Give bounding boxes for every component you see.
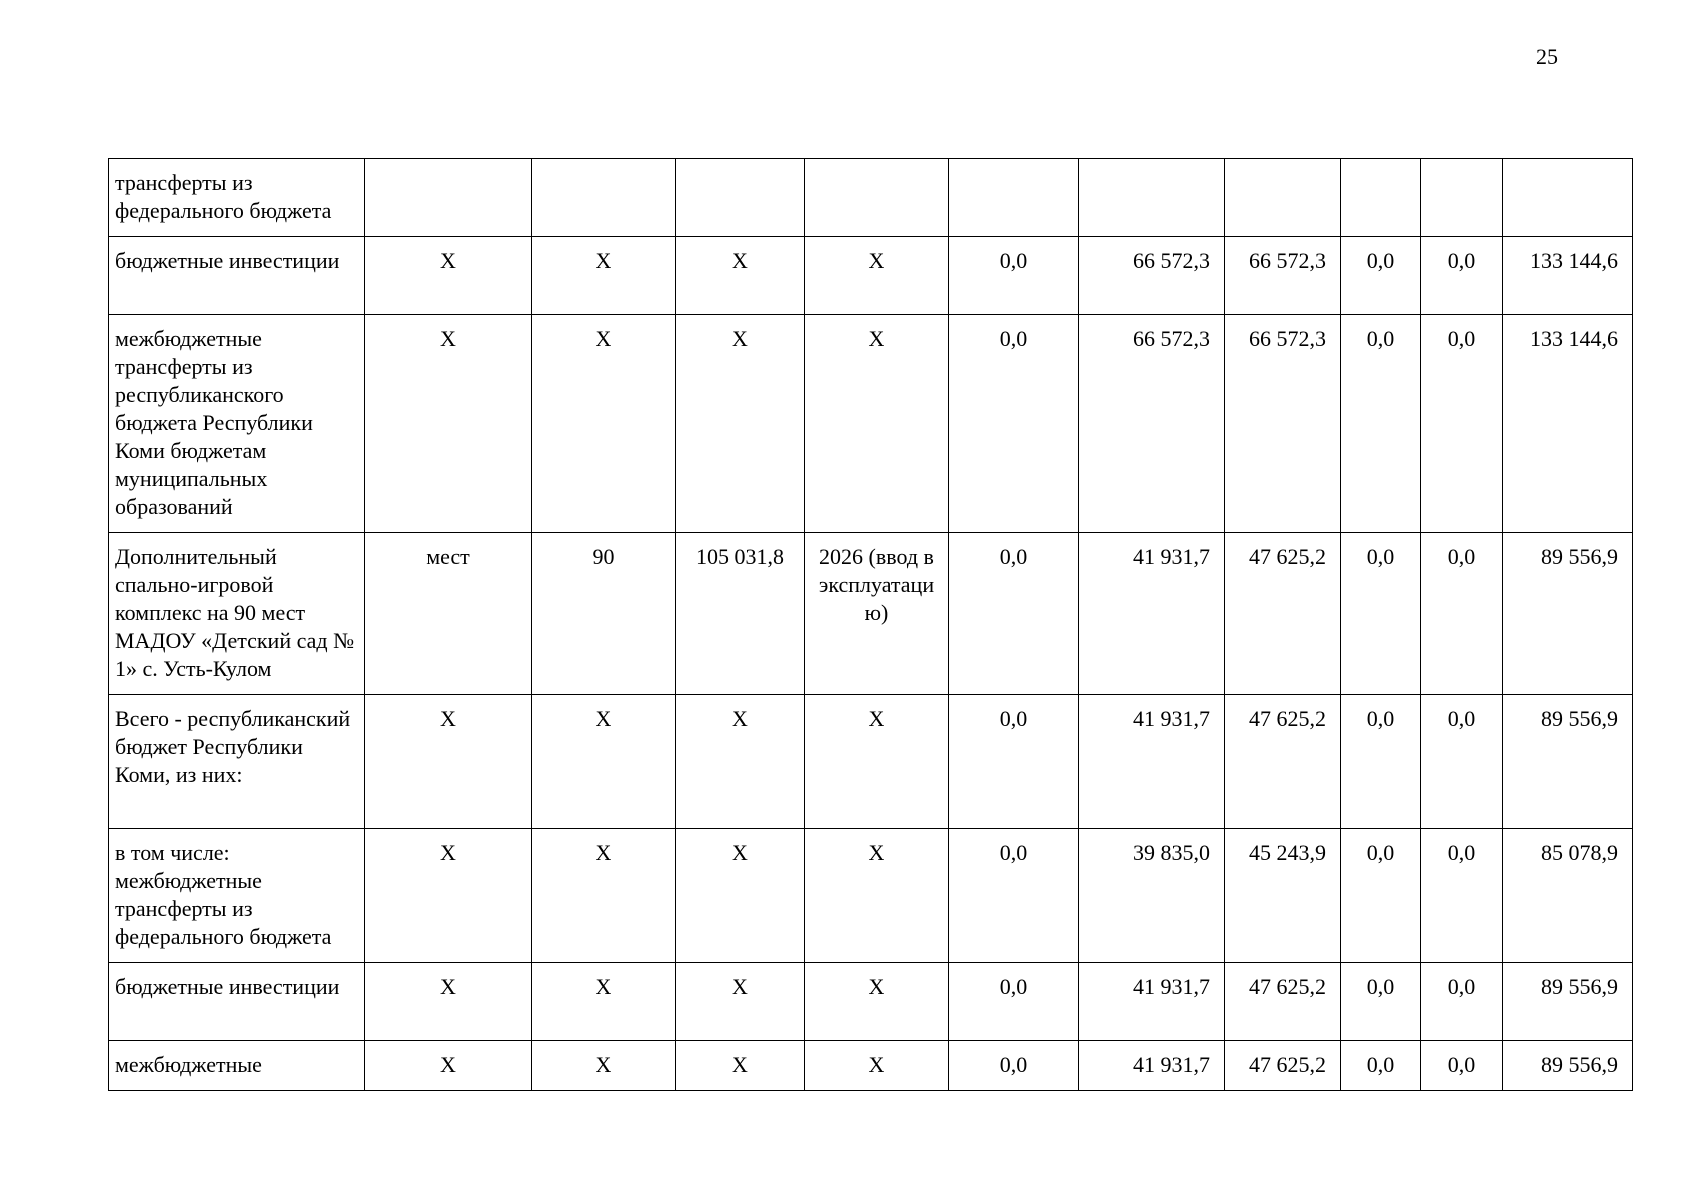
table-cell: Х (676, 237, 805, 315)
table-cell (1341, 159, 1421, 237)
table-cell: Х (676, 315, 805, 533)
table-cell: Х (676, 829, 805, 963)
table-cell: 0,0 (1341, 533, 1421, 695)
table-cell: 0,0 (1421, 695, 1503, 829)
table-cell: 47 625,2 (1225, 1041, 1341, 1091)
table-cell: 47 625,2 (1225, 533, 1341, 695)
table-cell: Х (805, 237, 949, 315)
table-cell: 0,0 (1341, 829, 1421, 963)
row-label: Всего - республиканский бюджет Республики Коми, из них: (109, 695, 365, 829)
table-cell: 89 556,9 (1503, 695, 1633, 829)
table-row (109, 829, 1633, 963)
table-row (109, 237, 1633, 315)
table-cell (1079, 159, 1225, 237)
table-cell: 66 572,3 (1225, 315, 1341, 533)
table-cell: 0,0 (949, 1041, 1079, 1091)
table-cell: Х (365, 695, 532, 829)
table-cell: 66 572,3 (1079, 315, 1225, 533)
row-label: в том числе: межбюджетные трансферты из федерального бюджета (109, 829, 365, 963)
table-cell: 0,0 (949, 533, 1079, 695)
table-cell: Х (532, 237, 676, 315)
table-cell: 85 078,9 (1503, 829, 1633, 963)
table-cell (1503, 159, 1633, 237)
table-cell: 0,0 (1421, 829, 1503, 963)
row-label: бюджетные инвестиции (109, 237, 365, 315)
table-cell: Х (532, 829, 676, 963)
table-cell: 0,0 (949, 829, 1079, 963)
table-cell: Х (365, 237, 532, 315)
table-cell: 133 144,6 (1503, 315, 1633, 533)
table-cell (805, 159, 949, 237)
table-cell: Х (805, 315, 949, 533)
table-cell: 0,0 (1421, 237, 1503, 315)
table-cell: 89 556,9 (1503, 963, 1633, 1041)
row-label: Дополнительный спально-игровой комплекс на 90 мест МАДОУ «Детский сад № 1» с. Усть-Кулом (109, 533, 365, 695)
table-cell: Х (365, 1041, 532, 1091)
table-row (109, 1041, 1633, 1091)
table-cell (365, 159, 532, 237)
table-cell: Х (532, 963, 676, 1041)
table-row (109, 963, 1633, 1041)
table-cell: Х (365, 315, 532, 533)
table-cell: 47 625,2 (1225, 963, 1341, 1041)
table-cell (1225, 159, 1341, 237)
table-cell: 0,0 (949, 963, 1079, 1041)
table-cell: 89 556,9 (1503, 1041, 1633, 1091)
row-label: межбюджетные трансферты из республиканского бюджета Республики Коми бюджетам муниципальных образований (109, 315, 365, 533)
table-cell (1421, 159, 1503, 237)
row-label: межбюджетные (109, 1041, 365, 1091)
table-cell: 90 (532, 533, 676, 695)
table-cell: 0,0 (1341, 963, 1421, 1041)
table-cell: 39 835,0 (1079, 829, 1225, 963)
table-cell: 0,0 (949, 695, 1079, 829)
table-cell: Х (532, 1041, 676, 1091)
table-row (109, 315, 1633, 533)
table-cell: 133 144,6 (1503, 237, 1633, 315)
table-cell: 0,0 (949, 315, 1079, 533)
table-cell: 41 931,7 (1079, 533, 1225, 695)
table-cell (532, 159, 676, 237)
table-cell: 41 931,7 (1079, 963, 1225, 1041)
table-cell: 2026 (ввод в эксплуатацию) (805, 533, 949, 695)
table-cell: Х (676, 1041, 805, 1091)
table-cell: 0,0 (949, 237, 1079, 315)
table-cell: Х (805, 963, 949, 1041)
table-cell: 47 625,2 (1225, 695, 1341, 829)
table-cell: Х (805, 695, 949, 829)
table-cell: 0,0 (1341, 695, 1421, 829)
table-cell: 89 556,9 (1503, 533, 1633, 695)
table-cell: мест (365, 533, 532, 695)
table-cell (949, 159, 1079, 237)
table-cell: 41 931,7 (1079, 1041, 1225, 1091)
table-cell: Х (365, 829, 532, 963)
table-cell: 0,0 (1421, 963, 1503, 1041)
row-label: трансферты из федерального бюджета (109, 159, 365, 237)
table-cell: Х (676, 963, 805, 1041)
table-cell: 66 572,3 (1225, 237, 1341, 315)
table-cell: Х (805, 1041, 949, 1091)
page-number: 25 (1536, 44, 1558, 69)
table-cell: Х (532, 315, 676, 533)
table-cell: 66 572,3 (1079, 237, 1225, 315)
table-cell: 0,0 (1341, 1041, 1421, 1091)
table-row (109, 695, 1633, 829)
table-cell: 0,0 (1341, 315, 1421, 533)
table-cell: 41 931,7 (1079, 695, 1225, 829)
table-cell: 105 031,8 (676, 533, 805, 695)
table-row (109, 533, 1633, 695)
table-cell: Х (365, 963, 532, 1041)
table-cell: 0,0 (1421, 533, 1503, 695)
table-cell: 0,0 (1341, 237, 1421, 315)
table-cell: 0,0 (1421, 1041, 1503, 1091)
table-cell: Х (676, 695, 805, 829)
table-cell: 0,0 (1421, 315, 1503, 533)
row-label: бюджетные инвестиции (109, 963, 365, 1041)
budget-table (108, 158, 1633, 1091)
table-cell: 45 243,9 (1225, 829, 1341, 963)
table-cell: Х (532, 695, 676, 829)
table-cell: Х (805, 829, 949, 963)
table-row (109, 159, 1633, 237)
table-cell (676, 159, 805, 237)
